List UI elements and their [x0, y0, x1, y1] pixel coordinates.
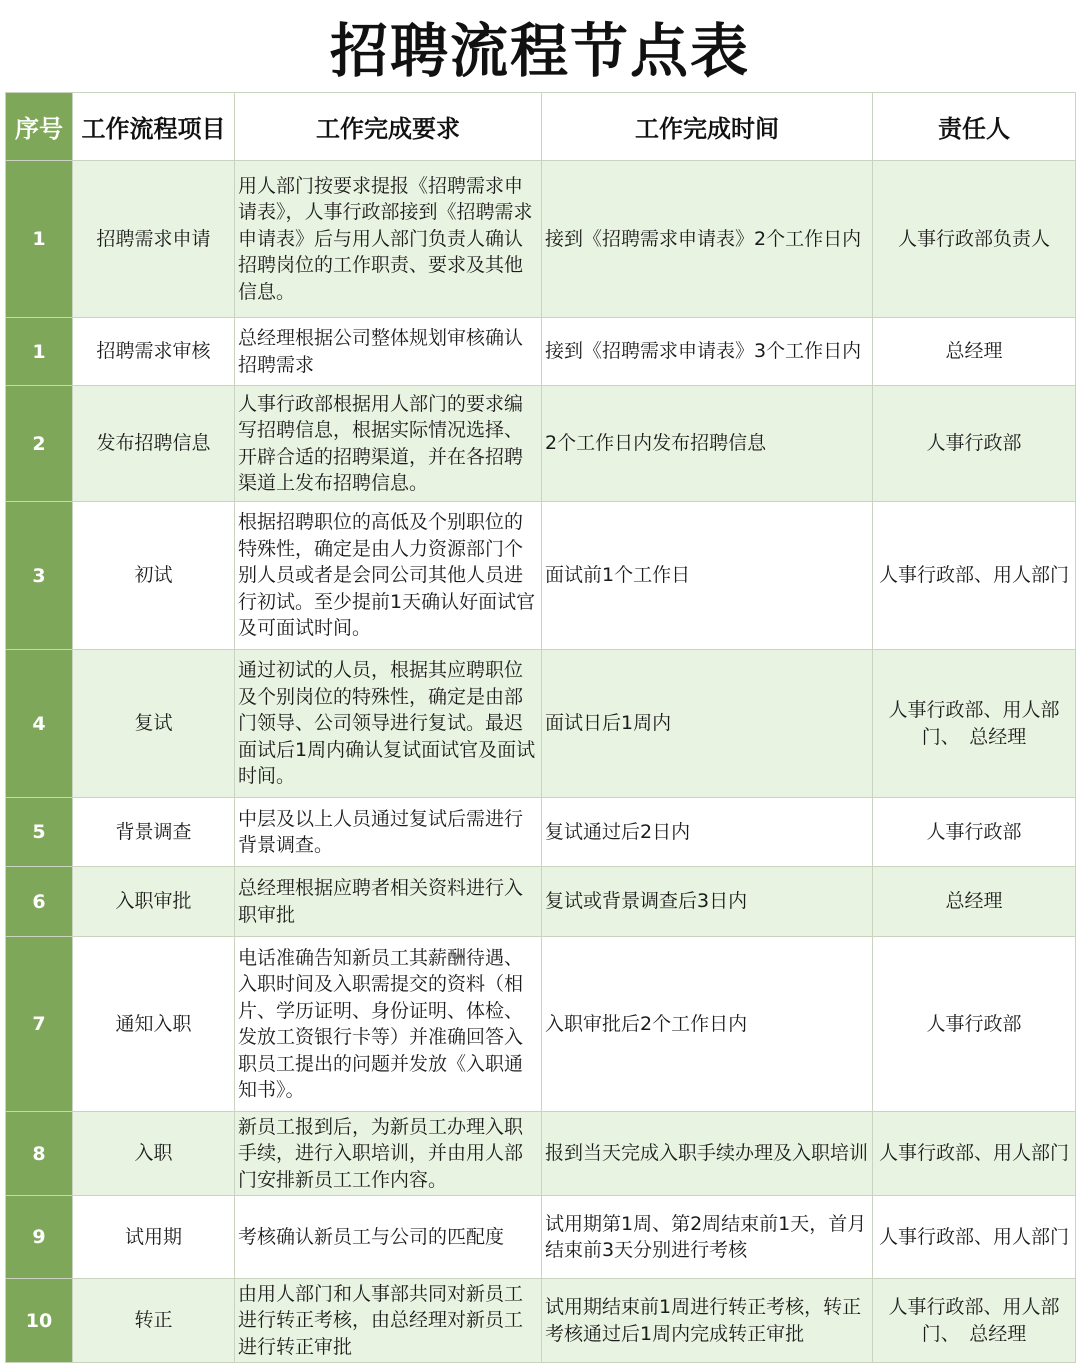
table-row [6, 650, 1076, 798]
row-requirement: 电话准确告知新员工其薪酬待遇、入职时间及入职需提交的资料（相片、学历证明、身份证明、体检、发放工资银行卡等）并准确回答入职员工提出的问题并发放《入职通知书》。 [235, 937, 542, 1112]
table-row [6, 1196, 1076, 1279]
row-time: 接到《招聘需求申请表》2个工作日内 [542, 161, 873, 318]
row-item: 招聘需求申请 [73, 161, 235, 318]
row-item: 背景调查 [73, 798, 235, 867]
row-seq: 9 [6, 1196, 73, 1279]
row-seq: 4 [6, 650, 73, 798]
row-time: 报到当天完成入职手续办理及入职培训 [542, 1112, 873, 1196]
row-requirement: 总经理根据应聘者相关资料进行入职审批 [235, 867, 542, 937]
row-time: 接到《招聘需求申请表》3个工作日内 [542, 318, 873, 386]
row-requirement: 根据招聘职位的高低及个别职位的特殊性，确定是由人力资源部门个别人员或者是会同公司其他人员进行初试。至少提前1天确认好面试官及可面试时间。 [235, 502, 542, 650]
row-time: 复试通过后2日内 [542, 798, 873, 867]
row-item: 复试 [73, 650, 235, 798]
row-time: 试用期结束前1周进行转正考核，转正考核通过后1周内完成转正审批 [542, 1279, 873, 1363]
header-time: 工作完成时间 [542, 93, 873, 161]
row-owner: 人事行政部 [873, 386, 1076, 502]
header-seq: 序号 [6, 93, 73, 161]
row-item: 转正 [73, 1279, 235, 1363]
row-seq: 6 [6, 867, 73, 937]
row-item: 通知入职 [73, 937, 235, 1112]
row-item: 入职 [73, 1112, 235, 1196]
table-header-row [6, 93, 1076, 161]
row-owner: 人事行政部负责人 [873, 161, 1076, 318]
row-seq: 7 [6, 937, 73, 1112]
row-seq: 10 [6, 1279, 73, 1363]
row-owner: 总经理 [873, 867, 1076, 937]
row-item: 试用期 [73, 1196, 235, 1279]
table-row [6, 1112, 1076, 1196]
row-seq: 2 [6, 386, 73, 502]
row-seq: 5 [6, 798, 73, 867]
table-row [6, 798, 1076, 867]
row-seq: 1 [6, 318, 73, 386]
row-requirement: 用人部门按要求提报《招聘需求申请表》，人事行政部接到《招聘需求申请表》后与用人部门负责人确认招聘岗位的工作职责、要求及其他信息。 [235, 161, 542, 318]
row-item: 入职审批 [73, 867, 235, 937]
page-title: 招聘流程节点表 [329, 17, 750, 85]
row-requirement: 考核确认新员工与公司的匹配度 [235, 1196, 542, 1279]
row-owner: 人事行政部 [873, 798, 1076, 867]
table-row [6, 386, 1076, 502]
table-row [6, 867, 1076, 937]
row-requirement: 新员工报到后，为新员工办理入职手续，进行入职培训，并由用人部门安排新员工工作内容。 [235, 1112, 542, 1196]
recruitment-process-table [5, 92, 1076, 1363]
row-owner: 人事行政部、用人部门、 总经理 [873, 650, 1076, 798]
row-item: 招聘需求审核 [73, 318, 235, 386]
row-time: 面试前1个工作日 [542, 502, 873, 650]
table-row [6, 318, 1076, 386]
row-time: 面试日后1周内 [542, 650, 873, 798]
row-item: 发布招聘信息 [73, 386, 235, 502]
row-owner: 人事行政部、用人部门 [873, 1196, 1076, 1279]
row-seq: 3 [6, 502, 73, 650]
header-item: 工作流程项目 [73, 93, 235, 161]
header-owner: 责任人 [873, 93, 1076, 161]
row-seq: 8 [6, 1112, 73, 1196]
row-requirement: 总经理根据公司整体规划审核确认招聘需求 [235, 318, 542, 386]
row-requirement: 通过初试的人员，根据其应聘职位及个别岗位的特殊性，确定是由部门领导、公司领导进行复试。最迟面试后1周内确认复试面试官及面试时间。 [235, 650, 542, 798]
row-owner: 人事行政部、用人部门、 总经理 [873, 1279, 1076, 1363]
row-requirement: 人事行政部根据用人部门的要求编写招聘信息，根据实际情况选择、开辟合适的招聘渠道，并在各招聘渠道上发布招聘信息。 [235, 386, 542, 502]
row-time: 2个工作日内发布招聘信息 [542, 386, 873, 502]
header-requirement: 工作完成要求 [235, 93, 542, 161]
row-owner: 总经理 [873, 318, 1076, 386]
row-item: 初试 [73, 502, 235, 650]
row-seq: 1 [6, 161, 73, 318]
row-requirement: 中层及以上人员通过复试后需进行背景调查。 [235, 798, 542, 867]
row-requirement: 由用人部门和人事部共同对新员工进行转正考核，由总经理对新员工进行转正审批 [235, 1279, 542, 1363]
row-time: 试用期第1周、第2周结束前1天，首月结束前3天分别进行考核 [542, 1196, 873, 1279]
row-owner: 人事行政部 [873, 937, 1076, 1112]
row-owner: 人事行政部、用人部门 [873, 1112, 1076, 1196]
table-row [6, 502, 1076, 650]
table-row [6, 161, 1076, 318]
row-time: 入职审批后2个工作日内 [542, 937, 873, 1112]
table-row [6, 937, 1076, 1112]
row-time: 复试或背景调查后3日内 [542, 867, 873, 937]
row-owner: 人事行政部、用人部门 [873, 502, 1076, 650]
table-row [6, 1279, 1076, 1363]
